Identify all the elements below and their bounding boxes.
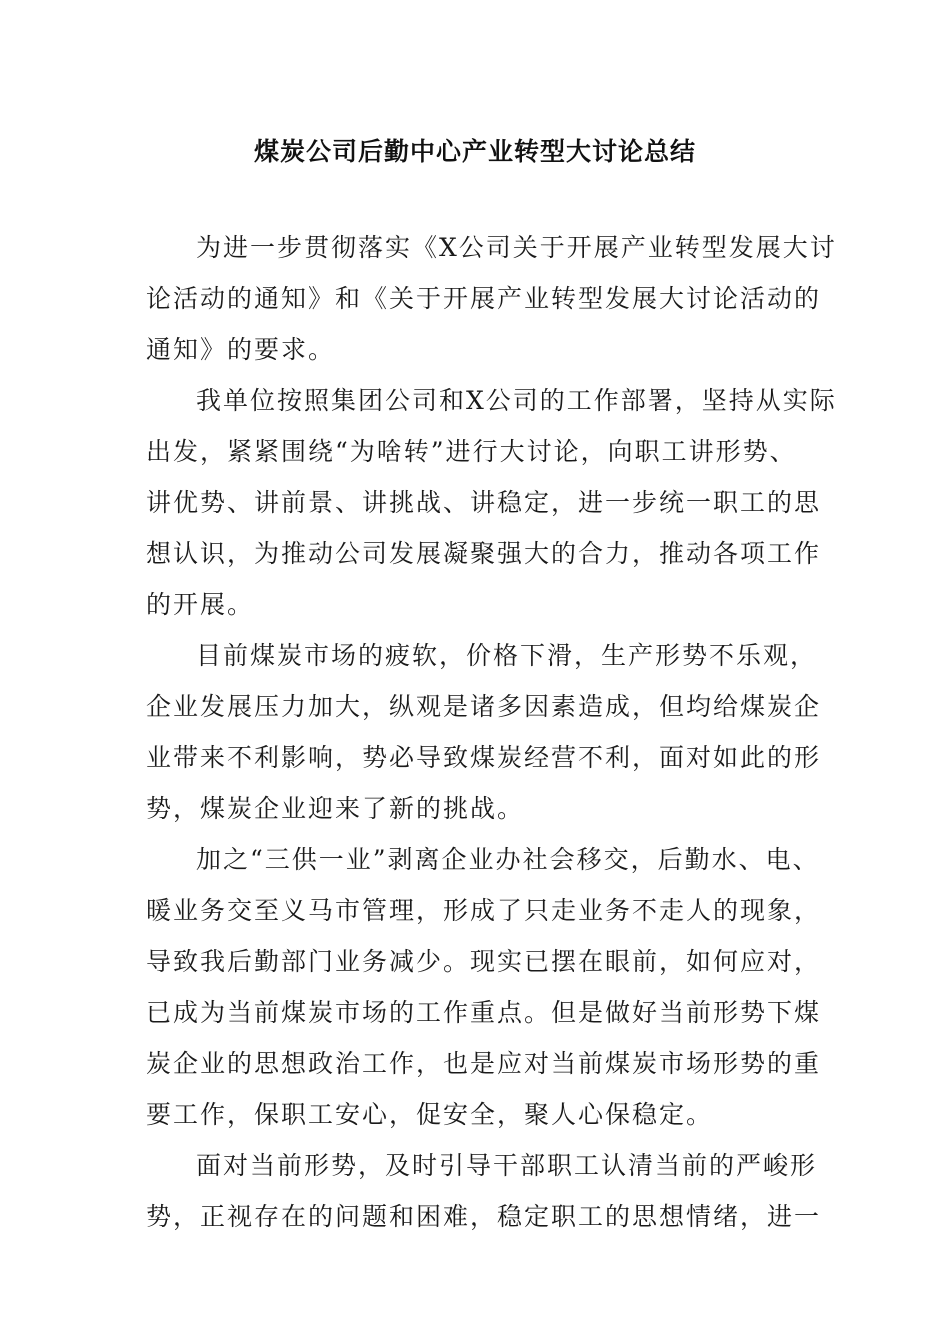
text-line: 讲优势、讲前景、讲挑战、讲稳定，进一步统一职工的思 — [146, 488, 822, 517]
text-line: 论活动的通知》和《关于开展产业转型发展大讨论活动的 — [146, 284, 822, 313]
text-line: 通知》的要求。 — [146, 335, 336, 364]
document-body — [146, 222, 837, 1242]
text-line: 暖业务交至义马市管理，形成了只走业务不走人的现象， — [146, 896, 822, 925]
paragraph-4 — [146, 834, 822, 1140]
text-line: 目前煤炭市场的疲软，价格下滑，生产形势不乐观， — [196, 641, 818, 670]
text-line: 加之“三供一业”剥离企业办社会移交，后勤水、电、 — [196, 845, 820, 874]
text-line: 要工作，保职工安心，促安全，聚人心保稳定。 — [146, 1100, 714, 1129]
paragraph-1 — [146, 222, 837, 375]
text-line: 业带来不利影响，势必导致煤炭经营不利，面对如此的形 — [146, 743, 822, 772]
paragraph-2 — [146, 375, 837, 630]
text-line: 势，正视存在的问题和困难，稳定职工的思想情绪，进一 — [146, 1202, 822, 1231]
text-line: 势，煤炭企业迎来了新的挑战。 — [146, 794, 525, 823]
paragraph-3 — [146, 630, 822, 834]
text-line: 我单位按照集团公司和X公司的工作部署，坚持从实际 — [196, 386, 837, 415]
text-line: 为进一步贯彻落实《X公司关于开展产业转型发展大讨 — [196, 233, 837, 262]
text-line: 已成为当前煤炭市场的工作重点。但是做好当前形势下煤 — [146, 998, 822, 1027]
text-line: 炭企业的思想政治工作，也是应对当前煤炭市场形势的重 — [146, 1049, 822, 1078]
document-title: 煤炭公司后勤中心产业转型大讨论总结 — [253, 137, 696, 166]
text-line: 的开展。 — [146, 590, 255, 619]
text-line: 出发，紧紧围绕“为啥转”进行大讨论，向职工讲形势、 — [146, 437, 797, 466]
paragraph-5 — [146, 1140, 822, 1242]
text-line: 企业发展压力加大，纵观是诸多因素造成，但均给煤炭企 — [146, 692, 822, 721]
text-line: 想认识，为推动公司发展凝聚强大的合力，推动各项工作 — [146, 539, 822, 568]
text-line: 面对当前形势，及时引导干部职工认清当前的严峻形 — [196, 1151, 818, 1180]
text-line: 导致我后勤部门业务减少。现实已摆在眼前，如何应对， — [146, 947, 822, 976]
